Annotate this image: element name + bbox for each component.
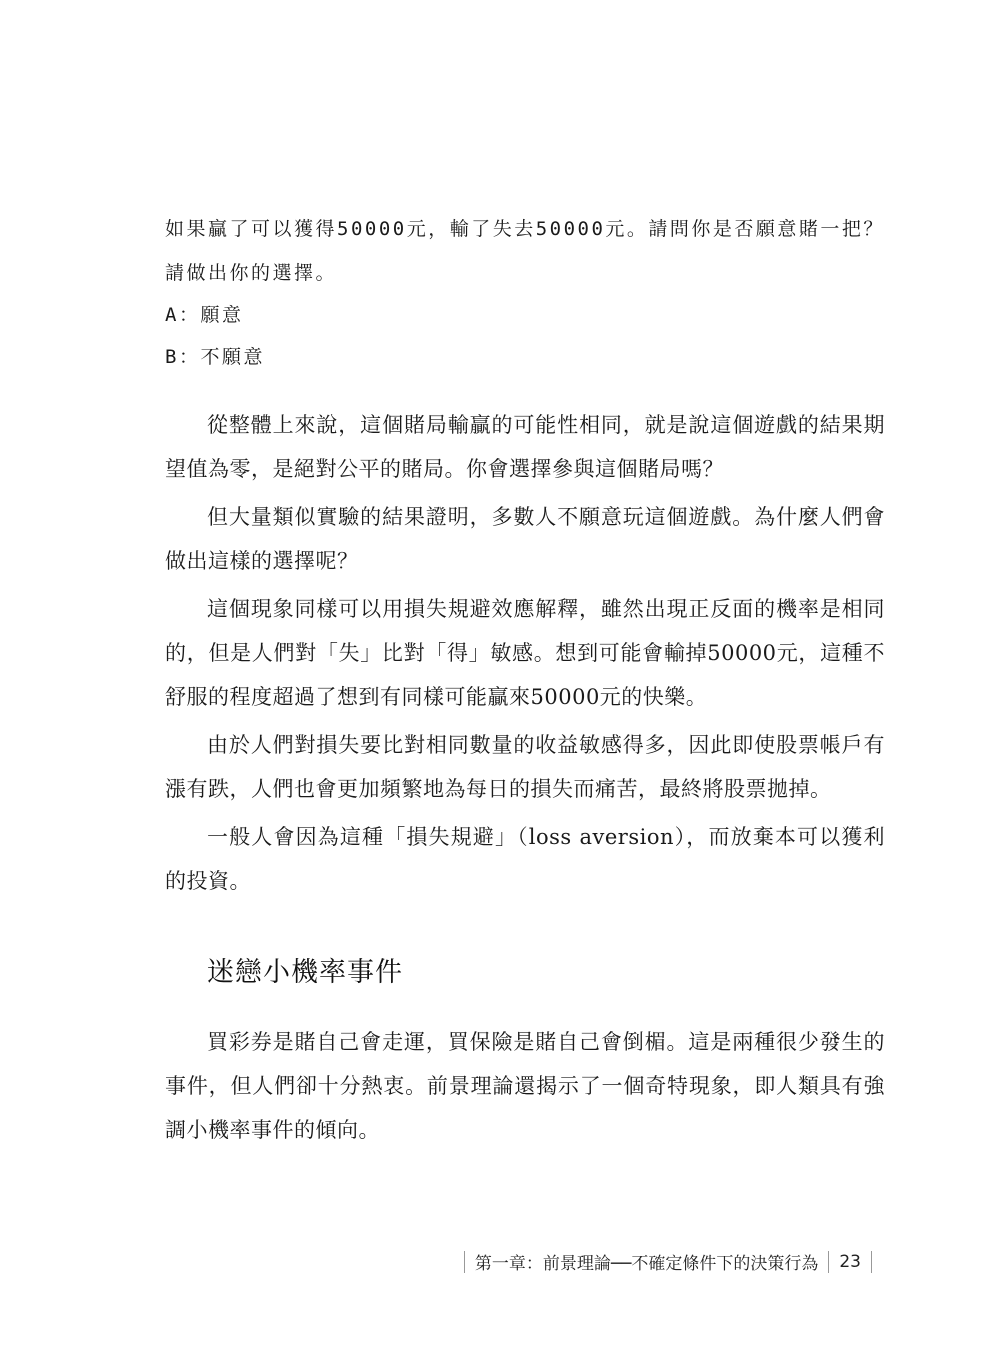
paragraph: 但大量類似實驗的結果證明，多數人不願意玩這個遊戲。為什麼人們會做出這樣的選擇呢？ bbox=[165, 505, 885, 573]
paragraph: 一般人會因為這種「損失規避」（loss aversion），而放棄本可以獲利的投資。 bbox=[165, 825, 885, 893]
page-footer bbox=[454, 1249, 882, 1274]
page-number: 23 bbox=[839, 1251, 861, 1272]
paragraph: 從整體上來說，這個賭局輸贏的可能性相同，就是說這個遊戲的結果期望值為零，是絕對公平的賭局。你會選擇參與這個賭局嗎？ bbox=[165, 413, 885, 481]
chapter-title: 第一章：前景理論──不確定條件下的決策行為 bbox=[474, 1254, 819, 1274]
footer-divider bbox=[464, 1251, 465, 1273]
paragraph: 由於人們對損失要比對相同數量的收益敏感得多，因此即使股票帳戶有漲有跌，人們也會更加頻繁地為每日的損失而痛苦，最終將股票拋掉。 bbox=[165, 733, 885, 801]
main-body bbox=[165, 403, 885, 907]
paragraph: 這個現象同樣可以用損失規避效應解釋，雖然出現正反面的機率是相同的，但是人們對「失」比對「得」敏感。想到可能會輸掉50000元，這種不舒服的程度超過了想到有同樣可能贏來50000元的快樂。 bbox=[165, 597, 885, 709]
option-b: B：不願意 bbox=[165, 346, 265, 368]
section-heading: 迷戀小機率事件 bbox=[207, 957, 403, 988]
quiz-block bbox=[165, 207, 885, 377]
quiz-question: 如果贏了可以獲得50000元，輸了失去50000元。請問你是否願意賭一把？請做出你的選擇。 bbox=[165, 218, 885, 284]
footer-divider bbox=[828, 1251, 829, 1273]
paragraph: 買彩券是賭自己會走運，買保險是賭自己會倒楣。這是兩種很少發生的事件，但人們卻十分熱衷。前景理論還揭示了一個奇特現象，即人類具有強調小機率事件的傾向。 bbox=[165, 1030, 885, 1142]
section-body bbox=[165, 1020, 885, 1156]
footer-divider bbox=[871, 1251, 872, 1273]
option-a: A：願意 bbox=[165, 304, 244, 326]
